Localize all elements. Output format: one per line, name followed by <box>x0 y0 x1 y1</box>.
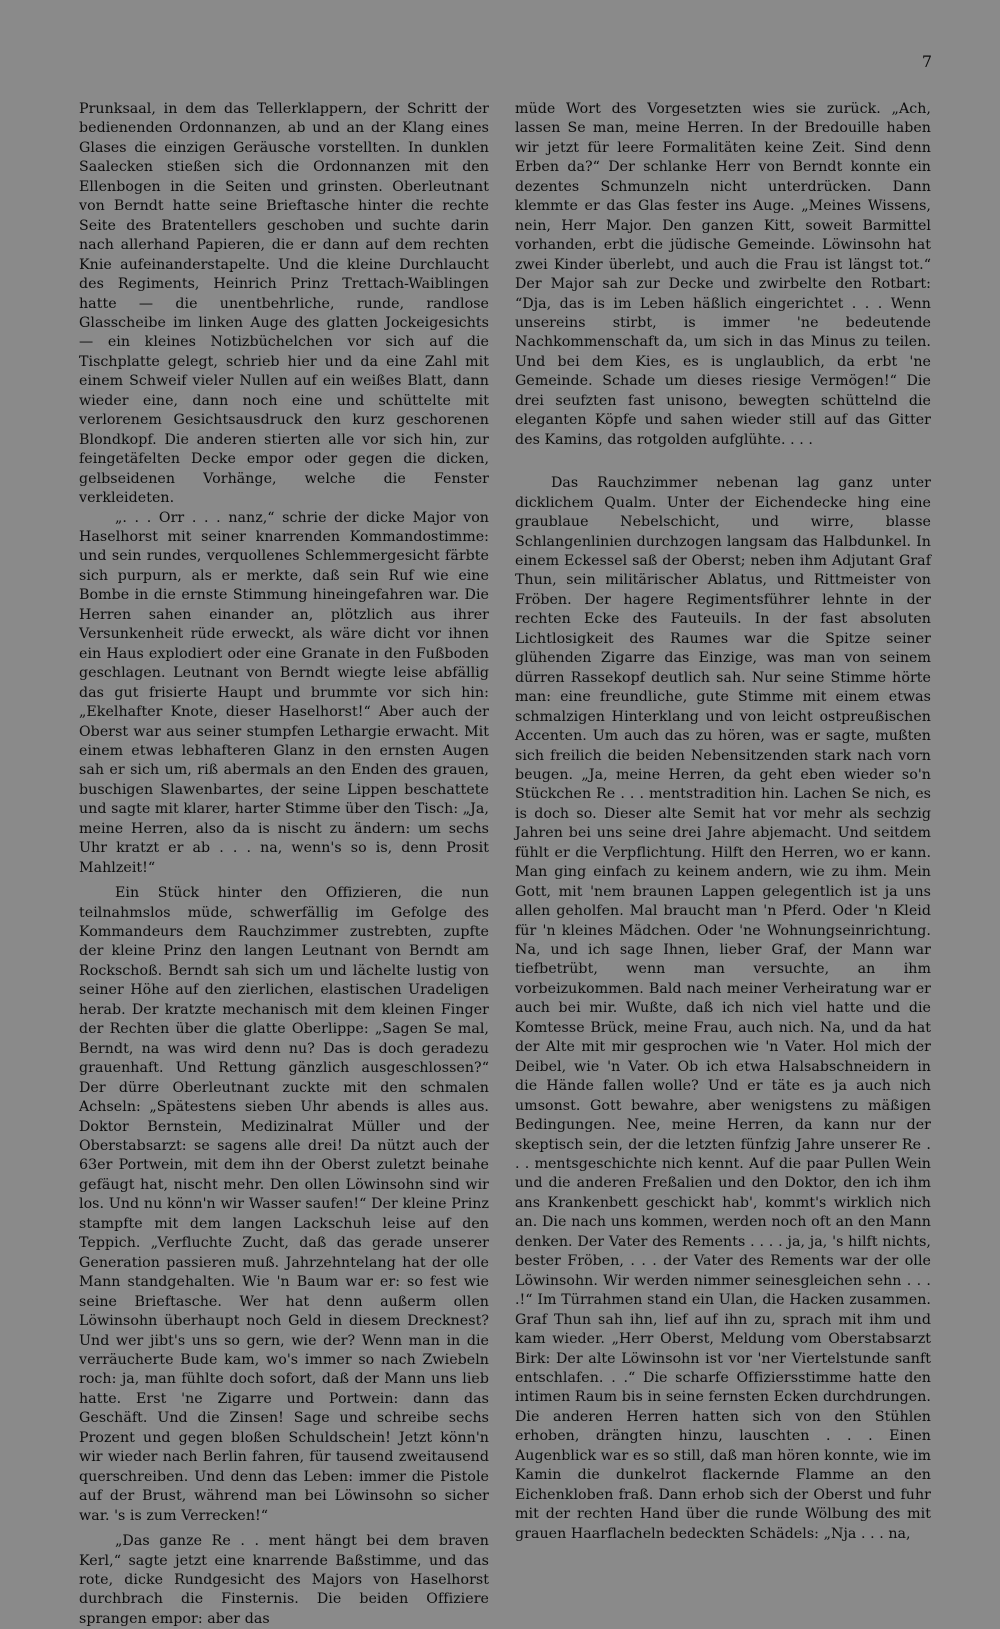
right-column <box>515 100 931 1544</box>
paragraph: Prunksaal, in dem das Tellerklappern, der Schritt der bedienenden Ordonnanzen, ab und an der Klang eines Glases die einzigen Geräusche vorstellten. In dunklen Saalecken stießen sich die Ordonnanzen mit den Ellenbogen in die Seiten und grinsten. Oberleutnant von Berndt hatte seine Brieftasche hinter die rechte Seite des Bratentellers geschoben und suchte darin nach allerhand Papieren, die er dann auf dem rechten Knie aufeinanderstapelte. Und die kleine Durchlaucht des Regiments, Heinrich Prinz Trettach-Waiblingen hatte — die unentbehrliche, runde, randlose Glasscheibe im linken Auge des glatten Jockeigesichts — ein kleines Notizbüchelchen vor sich auf die Tischplatte gelegt, schrieb hier und da eine Zahl mit einem Schweif vieler Nullen auf ein weißes Blatt, dann wieder eine, dann noch eine und schüttelte mit verlorenem Gesichtsausdruck den kurz geschorenen Blondkopf. Die anderen stierten alle vor sich hin, zur feingetäfelten Decke empor oder gegen die dicken, gelbseidenen Vorhänge, welche die Fenster verkleideten. <box>79 101 489 507</box>
paragraph: müde Wort des Vorgesetzten wies sie zurück. „Ach, lassen Se man, meine Herren. In der Bredouille haben wir jetzt für leere Formalitäten keine Zeit. Sind denn Erben da?“ Der schlanke Herr von Berndt konnte ein dezentes Schmunzeln nicht unterdrücken. Dann klemmte er das Glas fester ins Auge. „Meines Wissens, nein, Herr Major. Den ganzen Kitt, soweit Barmittel vorhanden, erbt die jüdische Gemeinde. Löwinsohn hat zwei Kinder überlebt, und auch die Frau ist längst tot.“ Der Major sah zur Decke und zwirbelte den Rotbart: “Dja, das is im Leben häßlich eingerichtet . . . Wenn unsereins stirbt, is immer 'ne bedeutende Nachkommenschaft da, um sich in das Minus zu teilen. Und bei dem Kies, es is unglaublich, da erbt 'ne Gemeinde. Schade um dieses riesige Vermögen!“ Die drei seufzten fast unisono, bewegten schüttelnd die eleganten Köpfe und sahen wieder still auf das Gitter des Kamins, das rotgolden aufglühte. . . . <box>515 101 931 448</box>
paragraph: „. . . Orr . . . nanz,“ schrie der dicke Major von Haselhorst mit seiner knarrenden Kommandostimme: und sein rundes, verquollenes Schlemmergesicht färbte sich purpurn, als er merkte, daß sein Ruf wie eine Bombe in die ernste Stimmung hineingefahren war. Die Herren sahen einander an, plötzlich aus ihrer Versunkenheit rüde erweckt, als wäre dicht vor ihnen ein Haus explodiert oder eine Granate in den Fußboden geschlagen. Leutnant von Berndt wiegte leise abfällig das gut frisierte Haupt und brummte vor sich hin: „Ekelhafter Knote, dieser Haselhorst!“ Aber auch der Oberst war aus seiner stumpfen Lethargie erwacht. Mit einem etwas lebhafteren Glanz in den ernsten Augen sah er sich um, riß abermals an den Enden des grauen, buschigen Slawenbartes, der seine Lippen beschattete und sagte mit klarer, harter Stimme über den Tisch: „Ja, meine Herren, also da is nischt zu ändern: um sechs Uhr kratzt er ab . . . na, wenn's so is, denn Prosit Mahlzeit!“ <box>79 509 489 876</box>
left-column <box>79 100 489 1629</box>
paragraph: „Das ganze Re . . ment hängt bei dem braven Kerl,“ sagte jetzt eine knarrende Baßstimme, und das rote, dicke Rundgesicht des Majors von Haselhorst durchbrach die Finsternis. Die beiden Offiziere sprangen empor: aber das <box>79 1533 489 1627</box>
page-number: 7 <box>921 52 932 71</box>
paragraph: Ein Stück hinter den Offizieren, die nun teilnahmslos müde, schwerfällig im Gefolge des Kommandeurs dem Rauchzimmer zustrebten, zupfte der kleine Prinz den langen Leutnant von Berndt am Rockschoß. Berndt sah sich um und lächelte lustig von seiner Höhe auf den zierlichen, elastischen Uradeligen herab. Der kratzte mechanisch mit dem kleinen Finger der Rechten über die glatte Oberlippe: „Sagen Se mal, Berndt, na was wird denn nu? Das is doch geradezu grauenhaft. Und Rettung gänzlich ausgeschlossen?“ Der dürre Oberleutnant zuckte mit den schmalen Achseln: „Spätestens sieben Uhr abends is alles aus. Doktor Bernstein, Medizinalrat Müller und der Oberstabsarzt: se sagens alle drei! Da nützt auch der 63er Portwein, mit dem ihn der Oberst zuletzt beinahe gefäugt hat, nischt mehr. Den ollen Löwinsohn sind wir los. Und nu könn'n wir Wasser saufen!“ Der kleine Prinz stampfte mit dem langen Lackschuh leise auf den Teppich. „Verfluchte Zucht, daß das gerade unserer Generation passieren muß. Jahrzehntelang hat der olle Mann standgehalten. Wie 'n Baum war er: so fest wie seine Brieftasche. Wer hat denn außerm ollen Löwinsohn überhaupt noch Geld in diesem Drecknest? Und wer jibt's uns so gern, wie der? Wenn man in die verräucherte Bude kam, wo's immer so nach Zwiebeln roch: ja, man fühlte doch sofort, daß der Mann uns lieb hatte. Erst 'ne Zigarre und Portwein: dann das Geschäft. Und die Zinsen! Sage und schreibe sechs Prozent und gegen bloßen Schuldschein! Jetzt könn'n wir wieder nach Berlin fahren, für tausend zweitausend querschreiben. Und denn das Leben: immer die Pistole auf der Brust, während man bei Löwinsohn so sicher war. 's is zum Verrecken!“ <box>79 885 489 1524</box>
paragraph: Das Rauchzimmer nebenan lag ganz unter dicklichem Qualm. Unter der Eichendecke hing eine graublaue Nebelschicht, und wirre, blasse Schlangenlinien durchzogen langsam das Halbdunkel. In einem Eckessel saß der Oberst; neben ihm Adjutant Graf Thun, sein militärischer Ablatus, und Rittmeister von Fröben. Der hagere Regimentsführer lehnte in der rechten Ecke des Fauteuils. In der fast absoluten Lichtlosigkeit des Raumes war die Spitze seiner glühenden Zigarre das Einzige, was man von seinem dürren Rassekopf deutlich sah. Nur seine Stimme hörte man: eine freundliche, gute Stimme mit einem etwas schmalzigen Hinterklang und von leicht ostpreußischen Accenten. Um auch das zu hören, was er sagte, mußten sich freilich die beiden Nebensitzenden stark nach vorn beugen. „Ja, meine Herren, da geht eben wieder so'n Stückchen Re . . . mentstradition hin. Lachen Se nich, es is doch so. Dieser alte Semit hat vor mehr als sechzig Jahren bei uns seine drei Jahre abjemacht. Und seitdem fühlt er die Verpflichtung. Hilft den Herren, wo er kann. Man ging einfach zu keinem andern, wie zu ihm. Mein Gott, mit 'nem braunen Lappen gelegentlich ist ja uns allen geholfen. Mal braucht man 'n Pferd. Oder 'n Kleid für 'n kleines Mädchen. Oder 'ne Wohnungseinrichtung. Na, und ich sage Ihnen, lieber Graf, der Mann war tiefbetrübt, wenn man versuchte, an ihm vorbeizukommen. Bald nach meiner Verheiratung war er auch bei mir. Wußte, daß ich nich viel hatte und die Komtesse Brück, meine Frau, auch nich. Na, und da hat der Alte mit mir gesprochen wie 'n Vater. Hol mich der Deibel, wie 'n Vater. Ob ich etwa Halsabschneidern in die Hände fallen wolle? Und er täte es ja auch nich umsonst. Gott bewahre, aber wenigstens zu mäßigen Bedingungen. Nee, meine Herren, da kann nur der skeptisch sein, der die letzten fünfzig Jahre unserer Re . . . mentsgeschichte nich kennt. Auf die paar Pullen Wein und die anderen Freßalien und den Doktor, den ich ihm ans Krankenbett geschickt hab', kommt's wirklich nich an. Die nach uns kommen, werden noch oft an den Mann denken. Der Vater des Rements . . . . ja, ja, 's hilft nichts, bester Fröben, . . . der Vater des Rements war der olle Löwinsohn. Wir werden nimmer seinesgleichen sehn . . . .!“ Im Türrahmen stand ein Ulan, die Hacken zusammen. Graf Thun sah ihn, lief auf ihn zu, sprach mit ihm und kam wieder. „Herr Oberst, Meldung vom Oberstabsarzt Birk: Der alte Löwinsohn ist vor 'ner Viertelstunde sanft entschlafen. . .“ Die scharfe Offiziersstimme hatte den intimen Raum bis in seine fernsten Ecken durchdrungen. Die anderen Herren hatten sich von den Stühlen erhoben, drängten hinzu, lauschten . . . Einen Augenblick war es so still, daß man hören konnte, wie im Kamin die dunkelrot flackernde Flamme an den Eichenkloben fraß. Dann erhob sich der Oberst und fuhr mit der rechten Hand über die runde Wölbung des mit grauen Haarflacheln bedeckten Schädels: „Nja . . . na, <box>515 475 931 1542</box>
